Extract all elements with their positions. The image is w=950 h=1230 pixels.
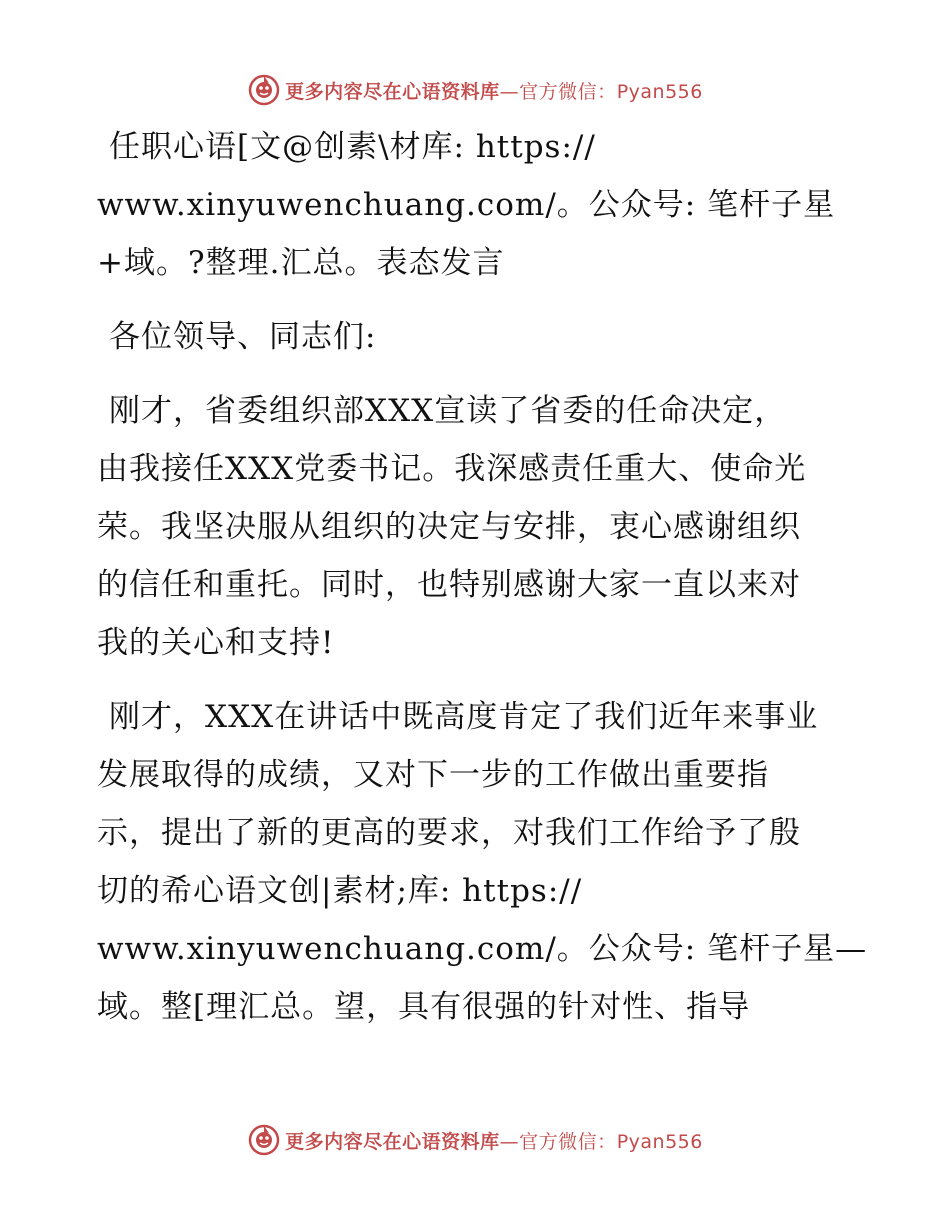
paragraph-appointment <box>97 382 857 672</box>
footer-watermark <box>0 1120 950 1160</box>
text-line: 刚才，省委组织部XXX宣读了省委的任命决定， <box>109 393 787 429</box>
text-line: 发展取得的成绩，又对下一步的工作做出重要指 <box>97 757 769 793</box>
text-line: www.xinyuwenchuang.com/。公众号: 笔杆子星 <box>97 187 836 223</box>
document-body <box>97 118 868 1052</box>
text-line: 域。整[理汇总。望，具有很强的针对性、指导 <box>97 989 751 1025</box>
paragraph-salutation <box>97 308 857 366</box>
mascot-logo-icon <box>247 1123 281 1157</box>
text-line: 切的希心语文创|素材;库: https:// <box>97 873 583 909</box>
text-line: 我的关心和支持! <box>97 625 335 661</box>
text-line: www.xinyuwenchuang.com/。公众号: 笔杆子星— <box>97 931 868 967</box>
banner-text <box>285 77 703 104</box>
text-line: 任职心语[文@创素\材库: https:// <box>109 129 596 165</box>
text-line: +域。?整理.汇总。表态发言 <box>97 245 505 281</box>
text-line: 由我接任XXX党委书记。我深感责任重大、使命光 <box>97 451 807 487</box>
text-line: 的信任和重托。同时，也特别感谢大家一直以来对 <box>97 567 801 603</box>
text-line: 荣。我坚决服从组织的决定与安排，衷心感谢组织 <box>97 509 801 545</box>
text-line: 刚才，XXX在讲话中既高度肯定了我们近年来事业 <box>109 699 819 735</box>
banner-text <box>285 1127 703 1154</box>
banner-wechat-label: 官方微信： <box>519 1130 617 1153</box>
banner-main-text: 更多内容尽在心语资料库 <box>285 80 500 103</box>
banner-wechat-label: 官方微信： <box>519 80 617 103</box>
banner-dash: — <box>499 80 520 103</box>
banner-main-text: 更多内容尽在心语资料库 <box>285 1130 500 1153</box>
header-watermark <box>0 70 950 110</box>
paragraph-title <box>97 118 857 292</box>
paragraph-speech <box>97 688 868 1036</box>
text-line: 示，提出了新的更高的要求，对我们工作给予了殷 <box>97 815 801 851</box>
text-line: 各位领导、同志们: <box>109 319 377 355</box>
banner-wechat-id: Pyan556 <box>616 80 703 103</box>
mascot-logo-icon <box>247 73 281 107</box>
banner-dash: — <box>499 1130 520 1153</box>
banner-wechat-id: Pyan556 <box>616 1130 703 1153</box>
